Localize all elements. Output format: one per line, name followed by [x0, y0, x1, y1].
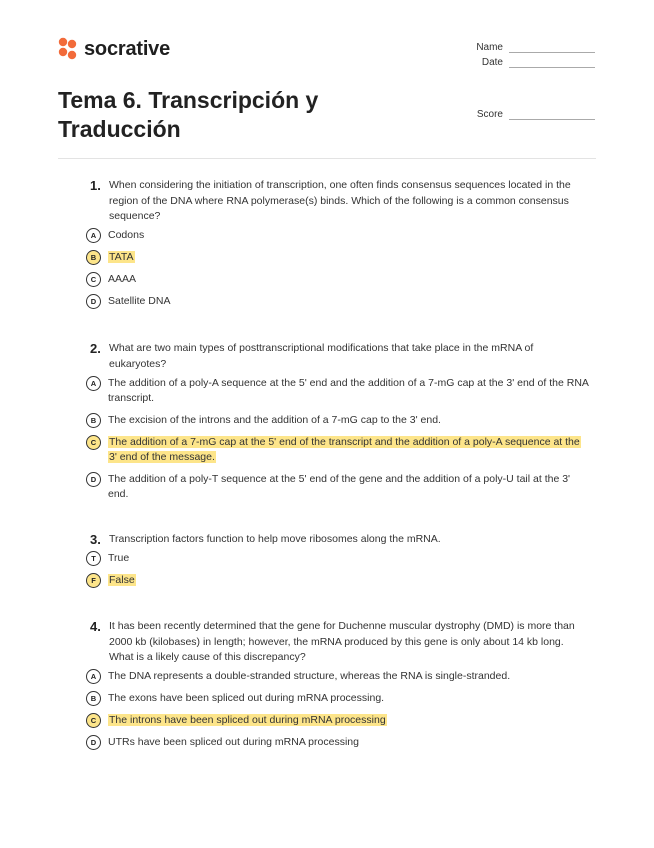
- socrative-logo-icon: [58, 37, 78, 61]
- option-c[interactable]: [86, 272, 596, 287]
- question-text: It has been recently determined that the gene for Duchenne muscular dystrophy (DMD) is more than 2000 kb (kilobases) in length; however, the mRNA produced by this gene is only about 14 kb long. What is a likely cause of this discrepancy?: [109, 620, 575, 663]
- question-number: 3.: [90, 532, 101, 547]
- option-letter-badge: B: [86, 413, 101, 428]
- option-c[interactable]: [86, 435, 596, 466]
- option-letter-badge: C: [86, 272, 101, 287]
- option-text: The addition of a 7-mG cap at the 5' end of the transcript and the addition of a poly-A sequence at the 3' end of the message.: [109, 435, 580, 463]
- option-text: The addition of a poly-T sequence at the 5' end of the gene and the addition of a poly-U tail at the 3' end.: [108, 472, 571, 500]
- question-text: Transcription factors function to help move ribosomes along the mRNA.: [109, 533, 441, 545]
- score-line: [509, 109, 595, 120]
- option-letter-badge: D: [86, 294, 101, 309]
- option-text: The DNA represents a double-stranded structure, whereas the RNA is single-stranded.: [108, 669, 511, 682]
- option-false[interactable]: [86, 573, 596, 588]
- option-letter-badge: F: [86, 573, 101, 588]
- question-text: When considering the initiation of transcription, one often finds consensus sequences located in the region of the DNA where RNA polymerase(s) binds. Which of the following is a common consensus sequence?: [109, 179, 571, 222]
- option-letter-badge: C: [86, 435, 101, 450]
- option-letter-badge: C: [86, 713, 101, 728]
- option-text: False: [109, 573, 135, 586]
- option-a[interactable]: [86, 669, 596, 684]
- name-line: [509, 42, 595, 53]
- option-b[interactable]: [86, 413, 596, 428]
- socrative-logo: [58, 37, 170, 61]
- option-text: The addition of a poly-A sequence at the 5' end and the addition of a 7-mG cap at the 3' end of the RNA transcript.: [108, 376, 589, 404]
- option-text: TATA: [109, 250, 134, 263]
- option-letter-badge: D: [86, 472, 101, 487]
- option-text: Satellite DNA: [108, 294, 171, 307]
- option-letter-badge: A: [86, 669, 101, 684]
- score-label: Score: [476, 109, 503, 120]
- option-text: Codons: [108, 228, 145, 241]
- option-text: UTRs have been spliced out during mRNA processing: [108, 735, 359, 748]
- option-true[interactable]: [86, 551, 596, 566]
- question-number: 1.: [90, 178, 101, 193]
- page-title: Tema 6. Transcripción y Traducción: [58, 87, 319, 142]
- option-text: True: [108, 551, 130, 564]
- option-letter-badge: A: [86, 376, 101, 391]
- name-field: [457, 42, 595, 53]
- option-letter-badge: T: [86, 551, 101, 566]
- option-text: The introns have been spliced out during mRNA processing: [109, 713, 386, 726]
- option-letter-badge: A: [86, 228, 101, 243]
- option-b[interactable]: [86, 250, 596, 265]
- question-number: 4.: [90, 619, 101, 634]
- date-field: [457, 57, 595, 68]
- option-a[interactable]: [86, 228, 596, 243]
- score-field: [457, 109, 595, 120]
- date-label: Date: [481, 57, 503, 68]
- option-d[interactable]: [86, 735, 596, 750]
- question-text: What are two main types of posttranscriptional modifications that take place in the mRNA of eukaryotes?: [109, 342, 534, 370]
- option-text: The excision of the introns and the addition of a 7-mG cap to the 3' end.: [108, 413, 441, 426]
- option-d[interactable]: [86, 472, 596, 503]
- date-line: [509, 57, 595, 68]
- option-b[interactable]: [86, 691, 596, 706]
- brand-name: socrative: [84, 37, 171, 60]
- option-c[interactable]: [86, 713, 596, 728]
- option-letter-badge: B: [86, 691, 101, 706]
- option-letter-badge: B: [86, 250, 101, 265]
- header-divider: [58, 158, 596, 159]
- option-letter-badge: D: [86, 735, 101, 750]
- question-number: 2.: [90, 341, 101, 356]
- option-text: The exons have been spliced out during mRNA processing.: [108, 691, 385, 704]
- option-a[interactable]: [86, 376, 596, 407]
- option-d[interactable]: [86, 294, 596, 309]
- option-text: AAAA: [108, 272, 137, 285]
- name-label: Name: [476, 42, 503, 53]
